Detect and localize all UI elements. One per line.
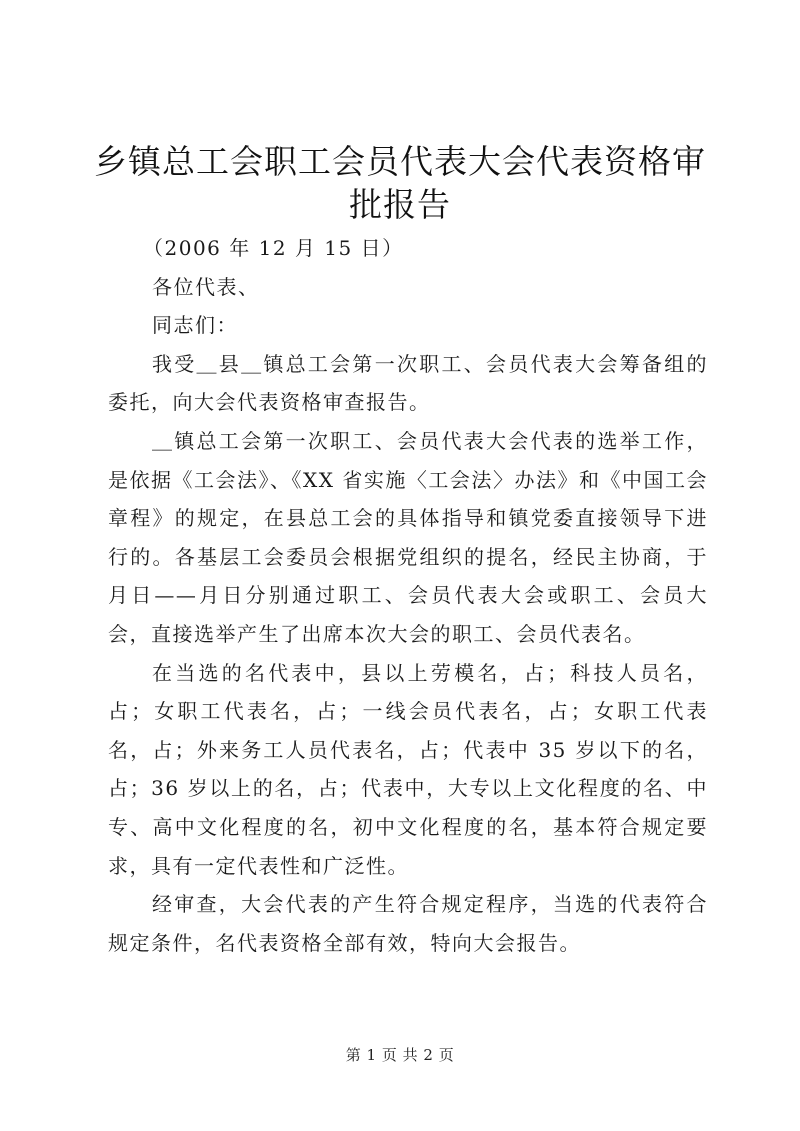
paragraph-conclusion: 经审查，大会代表的产生符合规定程序，当选的代表符合规定条件，名代表资格全部有效，特向大会报告。 [108, 892, 708, 955]
paragraph-commission: 我受＿县＿镇总工会第一次职工、会员代表大会筹备组的委托，向大会代表资格审查报告。 [108, 351, 708, 415]
paragraph-election-process: ＿镇总工会第一次职工、会员代表大会代表的选举工作，是依据《工会法》、《XX 省实施〈工会法〉办法》和《中国工会章程》的规定，在县总工会的具体指导和镇党委直接领导下进行的。各基层工会委员会根据党组织的提名，经民主协商，于月日——月日分别通过职工、会员代表大会或职工、会员大会，直接选举产生了出席本次大会的职工、会员代表名。 [108, 428, 708, 646]
paragraph-delegate-composition: 在当选的名代表中，县以上劳模名，占；科技人员名，占；女职工代表名，占；一线会员代表名，占；女职工代表名，占；外来务工人员代表名，占；代表中 35 岁以下的名，占；36 岁以上的名，占；代表中，大专以上文化程度的名、中专、高中文化程度的名，初中文化程度的名，基本符合规定要求，具有一定代表性和广泛性。 [108, 660, 708, 878]
document-body [108, 229, 708, 962]
salutation-comrades: 同志们： [152, 313, 238, 338]
document-title: 乡镇总工会职工会员代表大会代表资格审批报告 [94, 142, 706, 224]
report-date: （2006 年 12 月 15 日） [143, 236, 404, 260]
page-footer: 第 1 页 共 2 页 [345, 1046, 455, 1064]
salutation-delegates: 各位代表、 [152, 274, 260, 299]
